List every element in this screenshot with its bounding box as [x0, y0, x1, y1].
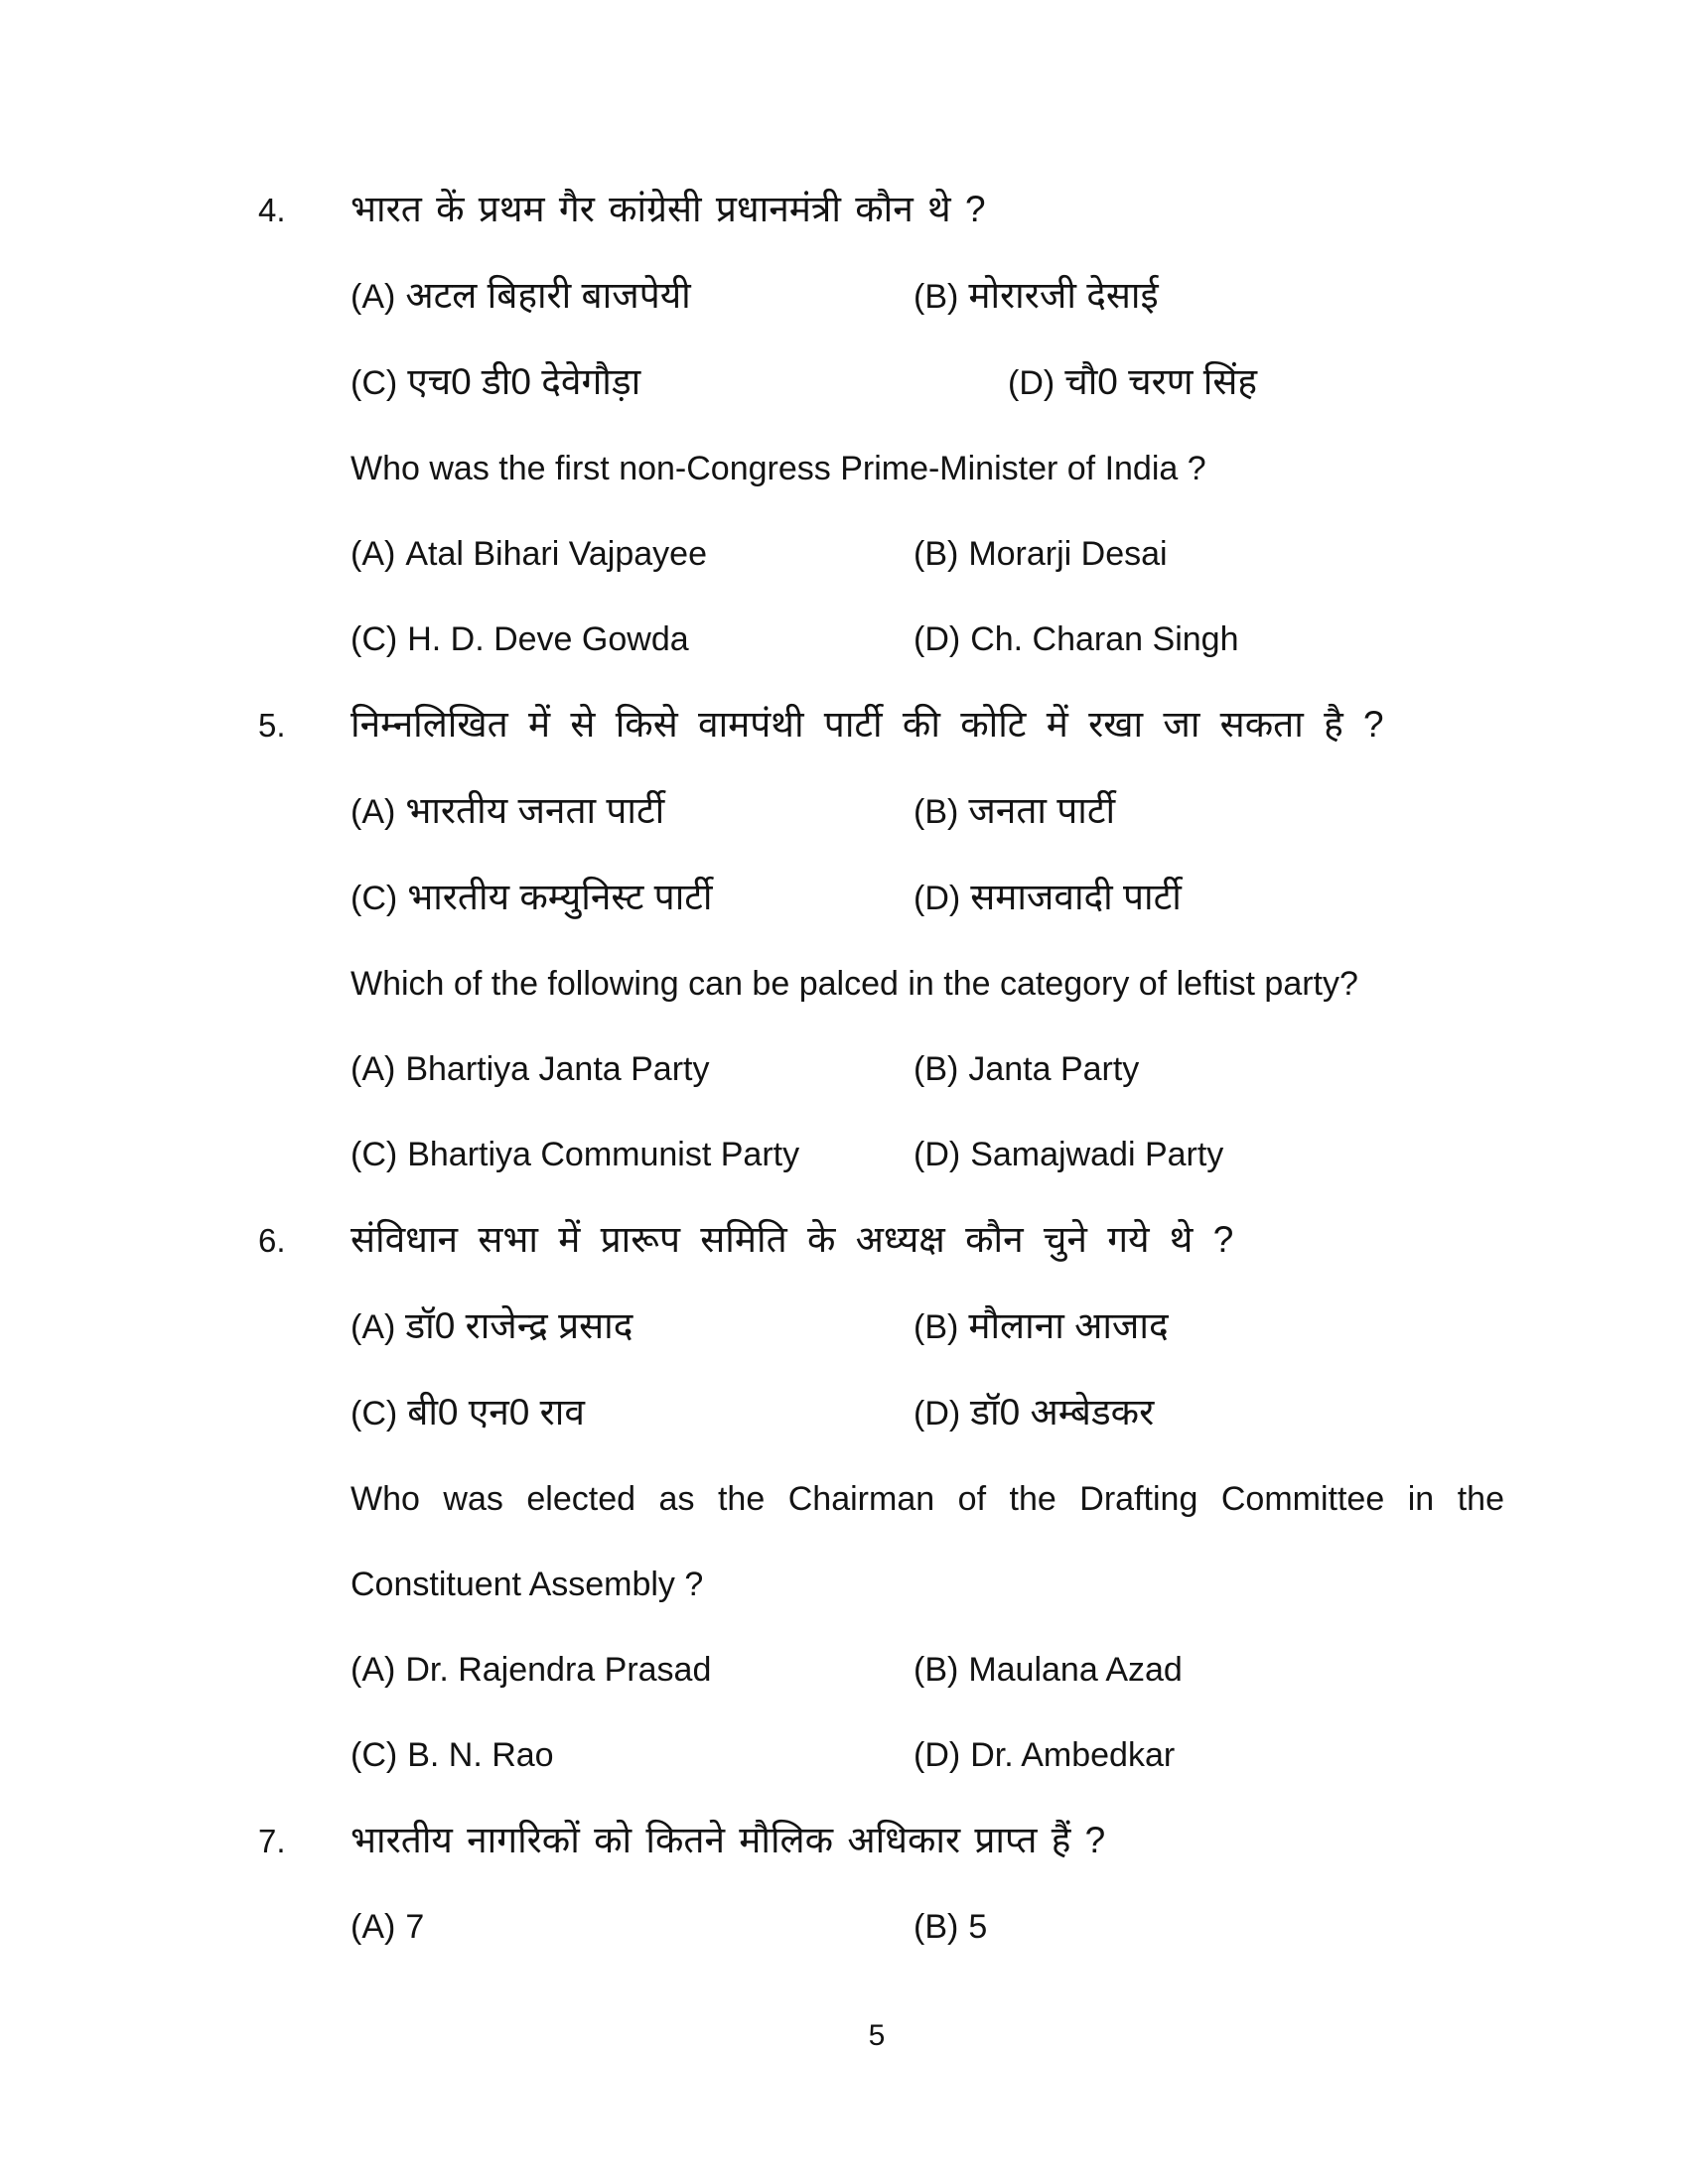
option-label: (C) — [351, 880, 398, 917]
question-4-hindi-text: भारत कें प्रथम गैर कांग्रेसी प्रधानमंत्री कौन थे ? — [351, 189, 986, 229]
option-text: Bhartiya Communist Party — [407, 1136, 800, 1173]
option-d — [914, 597, 1238, 682]
option-b — [914, 511, 1168, 597]
option-d — [914, 1712, 1175, 1798]
option-text: चौ0 चरण सिंह — [1064, 361, 1258, 402]
option-text: H. D. Deve Gowda — [407, 620, 689, 658]
question-6-number: 6. — [258, 1222, 286, 1259]
option-text: Samajwadi Party — [970, 1136, 1224, 1173]
question-5-hindi-options-row-ab — [0, 768, 1688, 855]
page-number-value: 5 — [868, 2019, 886, 2052]
option-text: भारतीय कम्युनिस्ट पार्टी — [407, 877, 713, 917]
option-label: (C) — [351, 1395, 398, 1433]
option-c — [351, 855, 914, 941]
option-c — [351, 597, 914, 682]
option-text: Maulana Azad — [968, 1651, 1183, 1689]
option-label: (D) — [914, 1736, 961, 1774]
option-b — [914, 1284, 1169, 1370]
option-c — [351, 1112, 914, 1197]
option-label: (B) — [914, 1908, 959, 1946]
option-text: Morarji Desai — [968, 535, 1168, 573]
option-b — [914, 1884, 987, 1970]
option-text: B. N. Rao — [407, 1736, 554, 1774]
option-label: (B) — [914, 1651, 959, 1689]
question-5-english-text: Which of the following can be palced in the category of leftist party? — [351, 965, 1358, 1003]
option-text: एच0 डी0 देवेगौड़ा — [407, 361, 641, 402]
option-label: (C) — [351, 620, 398, 658]
option-text: जनता पार्टी — [968, 790, 1116, 831]
question-7-hindi-text: भारतीय नागरिकों को कितने मौलिक अधिकार प्राप्त हैं ? — [351, 1820, 1106, 1860]
question-6-hindi-options-row-ab — [0, 1284, 1688, 1370]
option-label: (C) — [351, 1136, 398, 1173]
question-5-english-options-row-ab — [0, 1026, 1688, 1112]
option-b — [914, 253, 1159, 340]
option-c — [351, 1712, 914, 1798]
option-d — [914, 1370, 1154, 1456]
option-label: (B) — [914, 1050, 959, 1088]
option-text: Atal Bihari Vajpayee — [405, 535, 707, 573]
option-label: (A) — [351, 1651, 396, 1689]
option-a — [351, 511, 914, 597]
question-4-hindi-options-row-ab — [0, 253, 1688, 340]
option-text: बी0 एन0 राव — [407, 1392, 585, 1433]
option-a — [351, 1026, 914, 1112]
option-label: (A) — [351, 1908, 396, 1946]
option-text: Ch. Charan Singh — [970, 620, 1239, 658]
option-text: Bhartiya Janta Party — [405, 1050, 710, 1088]
option-text: Janta Party — [968, 1050, 1140, 1088]
option-c — [351, 340, 1008, 426]
option-label: (A) — [351, 1308, 396, 1346]
option-label: (C) — [351, 364, 398, 402]
option-label: (D) — [914, 1395, 961, 1433]
option-text: समाजवादी पार्टी — [970, 877, 1182, 917]
question-4 — [0, 167, 1688, 682]
question-7-number: 7. — [258, 1823, 286, 1859]
question-4-hindi-options-row-cd — [0, 340, 1688, 426]
question-4-number: 4. — [258, 192, 286, 228]
question-6-english-line1: Who was elected as the Chairman of the Drafting Committee in the — [351, 1480, 1504, 1518]
question-6-hindi-text: संविधान सभा में प्रारूप समिति के अध्यक्ष कौन चुने गये थे ? — [351, 1219, 1234, 1260]
option-a — [351, 1884, 914, 1970]
option-label: (B) — [914, 1308, 959, 1346]
question-4-hindi-line — [0, 167, 1688, 253]
option-text: अटल बिहारी बाजपेयी — [405, 275, 691, 316]
question-5-hindi-line — [0, 682, 1688, 768]
option-text: Dr. Rajendra Prasad — [405, 1651, 712, 1689]
option-label: (B) — [914, 793, 959, 831]
option-label: (A) — [351, 793, 396, 831]
option-a — [351, 253, 914, 340]
option-label: (B) — [914, 278, 959, 316]
question-7-options-row-ab — [0, 1884, 1688, 1970]
option-text: मोरारजी देसाई — [968, 275, 1159, 316]
question-4-english-options-row-cd — [0, 597, 1688, 682]
option-label: (D) — [914, 1136, 961, 1173]
option-b — [914, 1026, 1139, 1112]
option-c — [351, 1370, 914, 1456]
option-text: डॉ0 अम्बेडकर — [970, 1392, 1155, 1433]
option-label: (A) — [351, 535, 396, 573]
option-b — [914, 1627, 1183, 1712]
question-7 — [0, 1798, 1688, 1970]
option-a — [351, 1627, 914, 1712]
question-6-english-options-row-ab — [0, 1627, 1688, 1712]
question-6-hindi-options-row-cd — [0, 1370, 1688, 1456]
option-text: डॉ0 राजेन्द्र प्रसाद — [405, 1305, 633, 1346]
option-text: मौलाना आजाद — [968, 1305, 1169, 1346]
question-5-hindi-options-row-cd — [0, 855, 1688, 941]
question-6-english-text-line-2: Constituent Assembly ? — [351, 1566, 704, 1603]
question-6-hindi-line — [0, 1197, 1688, 1284]
question-5-english-options-row-cd — [0, 1112, 1688, 1197]
option-label: (D) — [1008, 364, 1055, 402]
question-4-english-text: Who was the first non-Congress Prime-Minister of India ? — [351, 450, 1206, 487]
option-d — [914, 855, 1182, 941]
option-text: भारतीय जनता पार्टी — [405, 790, 665, 831]
option-d — [1008, 340, 1257, 426]
option-label: (D) — [914, 620, 961, 658]
option-text: Dr. Ambedkar — [970, 1736, 1176, 1774]
question-6-english-options-row-cd — [0, 1712, 1688, 1798]
option-a — [351, 768, 914, 855]
option-label: (A) — [351, 1050, 396, 1088]
page-number — [0, 1993, 1688, 2079]
question-5-hindi-text: निम्नलिखित में से किसे वामपंथी पार्टी की कोटि में रखा जा सकता है ? — [351, 704, 1384, 745]
option-label: (C) — [351, 1736, 398, 1774]
question-7-hindi-line — [0, 1798, 1688, 1884]
option-label: (B) — [914, 535, 959, 573]
question-5-number: 5. — [258, 707, 286, 744]
question-5 — [0, 682, 1688, 1197]
option-a — [351, 1284, 914, 1370]
option-b — [914, 768, 1115, 855]
question-4-english-options-row-ab — [0, 511, 1688, 597]
option-text: 5 — [968, 1908, 988, 1946]
option-label: (A) — [351, 278, 396, 316]
question-6-english-text-line-1 — [351, 1456, 1504, 1542]
question-6 — [0, 1197, 1688, 1798]
page-content — [0, 167, 1688, 1970]
option-text: 7 — [405, 1908, 425, 1946]
option-d — [914, 1112, 1223, 1197]
option-label: (D) — [914, 880, 961, 917]
